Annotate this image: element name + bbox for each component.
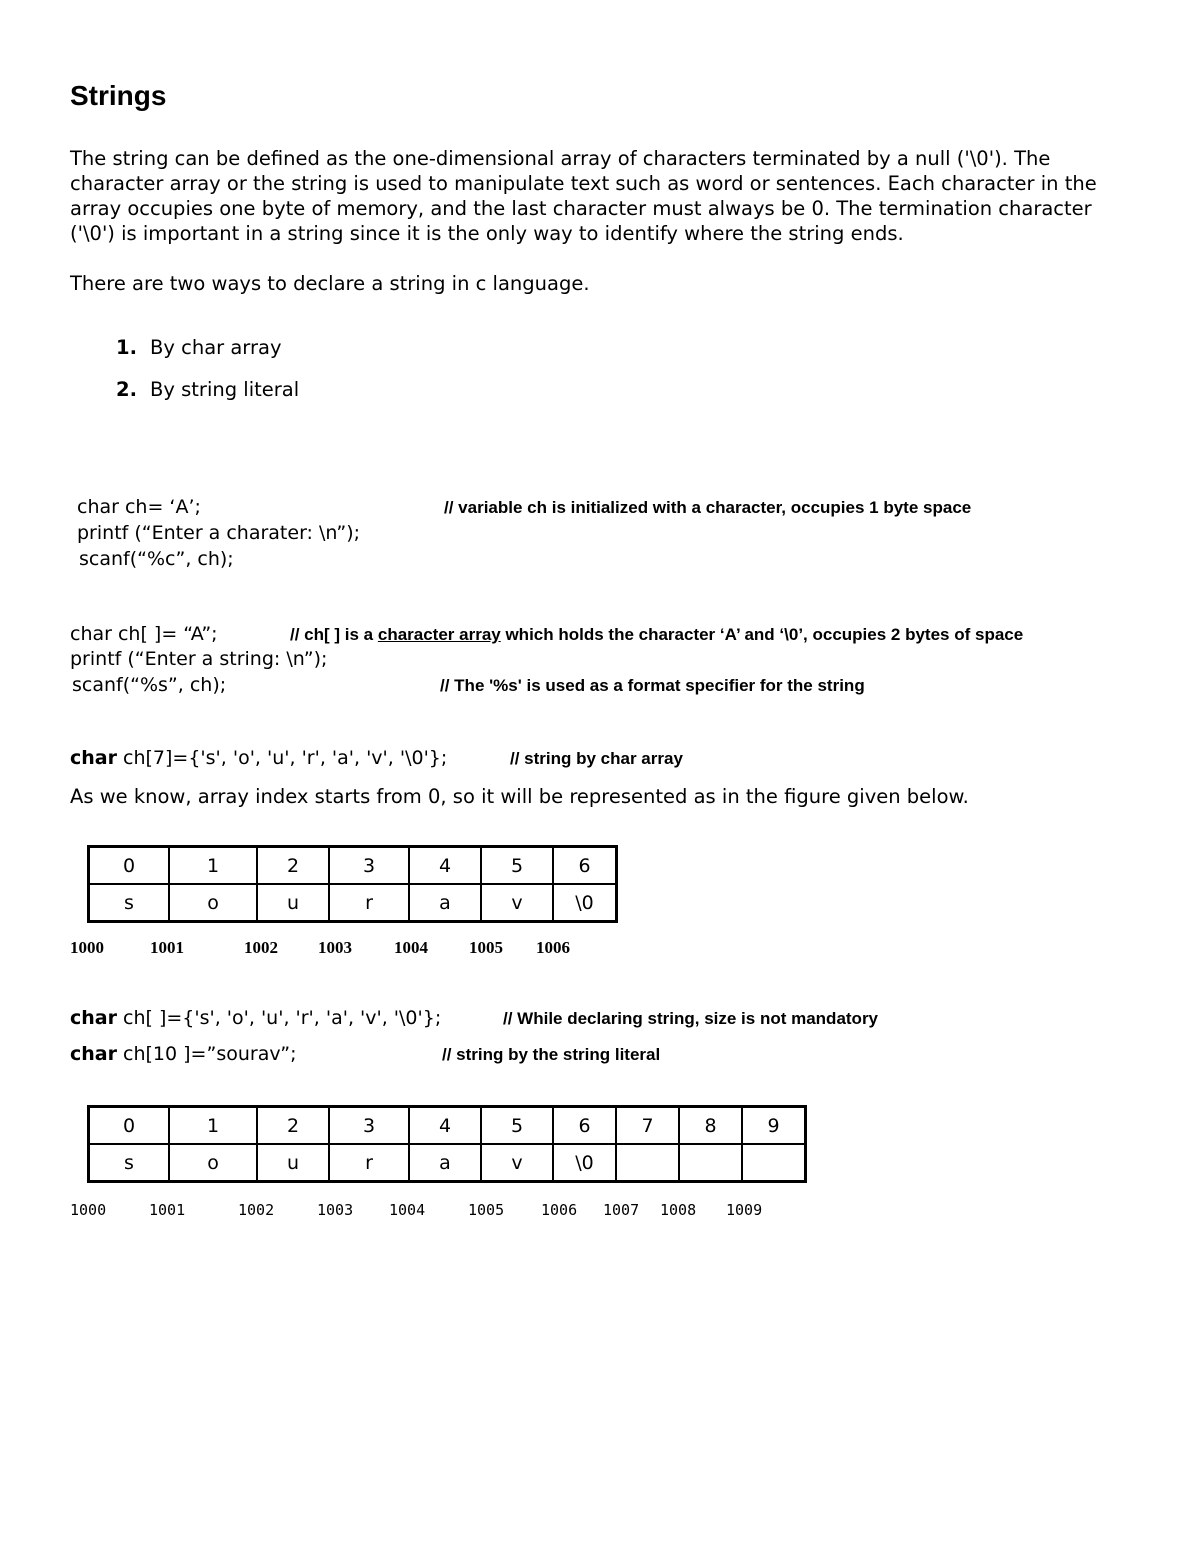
code-line: char ch[7]={'s', 'o', 'u', 'r', 'a', 'v', '\0'}; (70, 747, 448, 769)
code-line: char ch[ ]= “A”; (70, 623, 218, 645)
index-cell: 3 (329, 847, 409, 885)
address-label: 1000 (70, 1201, 107, 1219)
intro-paragraph: The string can be defined as the one-dimensional array of characters terminated by a null ('\0'). The character array or the string is used to manipulate text such as word or sentences. Each character in the array occupies one byte of memory, and the last character must always be 0. The termination character ('\0') is important in a string since it is the only way to identify where the string ends. (70, 147, 1097, 245)
address-label: 1002 (244, 938, 278, 957)
memory-table-2 (87, 1105, 807, 1183)
char-cell: o (169, 884, 257, 922)
address-label: 1001 (149, 1201, 186, 1219)
index-cell: 7 (616, 1107, 679, 1145)
code-comment: // While declaring string, size is not mandatory (503, 1009, 879, 1028)
index-cell: 1 (169, 847, 257, 885)
char-cell (742, 1144, 806, 1182)
address-label: 1007 (603, 1201, 640, 1219)
code-line: scanf(“%c”, ch); (79, 548, 234, 570)
address-label: 1000 (70, 938, 104, 957)
char-cell: \0 (553, 1144, 616, 1182)
index-cell: 2 (257, 847, 329, 885)
index-cell: 0 (89, 847, 170, 885)
page-title: Strings (70, 80, 167, 111)
code-comment: // variable ch is initialized with a character, occupies 1 byte space (444, 498, 972, 517)
char-cell: s (89, 884, 170, 922)
list-text: By char array (150, 336, 282, 359)
underlined-term: character array (377, 625, 501, 644)
index-cell: 8 (679, 1107, 742, 1145)
char-cell: v (481, 1144, 553, 1182)
address-label: 1004 (394, 938, 428, 957)
char-cell: v (481, 884, 553, 922)
code-comment: // ch[ ] is a character array which holds the character ‘A’ and ‘\0’, occupies 2 bytes of space (290, 625, 1024, 644)
ways-intro: There are two ways to declare a string in c language. (70, 272, 590, 295)
list-item (116, 378, 299, 401)
index-row (89, 847, 617, 885)
char-row (89, 884, 617, 922)
address-label: 1003 (318, 938, 352, 957)
char-cell: a (409, 1144, 481, 1182)
index-cell: 6 (553, 1107, 616, 1145)
char-cell: u (257, 884, 329, 922)
address-label: 1004 (389, 1201, 426, 1219)
code-line: scanf(“%s”, ch); (72, 674, 227, 696)
address-label: 1008 (660, 1201, 697, 1219)
char-cell (679, 1144, 742, 1182)
char-cell: \0 (553, 884, 617, 922)
char-cell: u (257, 1144, 329, 1182)
char-cell: r (329, 884, 409, 922)
char-cell: a (409, 884, 481, 922)
index-cell: 1 (169, 1107, 257, 1145)
code-line: printf (“Enter a string: \n”); (70, 648, 328, 670)
list-number: 2. (116, 378, 137, 401)
address-label: 1002 (238, 1201, 275, 1219)
address-label: 1003 (317, 1201, 354, 1219)
memory-table-1 (87, 845, 618, 923)
index-cell: 3 (329, 1107, 409, 1145)
address-label: 1005 (468, 1201, 505, 1219)
index-cell: 4 (409, 847, 481, 885)
code-line: char ch[ ]={'s', 'o', 'u', 'r', 'a', 'v', '\0'}; (70, 1007, 442, 1029)
char-cell: r (329, 1144, 409, 1182)
code-line: char ch= ‘A’; (77, 496, 201, 518)
index-cell: 6 (553, 847, 617, 885)
index-cell: 0 (89, 1107, 170, 1145)
index-note: As we know, array index starts from 0, so it will be represented as in the figure given below. (70, 785, 969, 808)
index-cell: 5 (481, 1107, 553, 1145)
index-cell: 5 (481, 847, 553, 885)
char-row (89, 1144, 806, 1182)
index-cell: 4 (409, 1107, 481, 1145)
address-label: 1009 (726, 1201, 763, 1219)
index-cell: 9 (742, 1107, 806, 1145)
index-row (89, 1107, 806, 1145)
list-number: 1. (116, 336, 137, 359)
list-text: By string literal (150, 378, 300, 401)
address-label: 1005 (469, 938, 503, 957)
char-cell: s (89, 1144, 170, 1182)
code-comment: // The '%s' is used as a format specifier for the string (440, 676, 865, 695)
char-cell: o (169, 1144, 257, 1182)
address-label: 1001 (150, 938, 184, 957)
code-comment: // string by char array (510, 749, 683, 768)
code-line: char ch[10 ]=”sourav”; (70, 1043, 297, 1065)
list-item (116, 336, 282, 359)
char-cell (616, 1144, 679, 1182)
index-cell: 2 (257, 1107, 329, 1145)
code-comment: // string by the string literal (442, 1045, 661, 1064)
address-label: 1006 (536, 938, 570, 957)
code-line: printf (“Enter a charater: \n”); (77, 522, 361, 544)
address-label: 1006 (541, 1201, 578, 1219)
